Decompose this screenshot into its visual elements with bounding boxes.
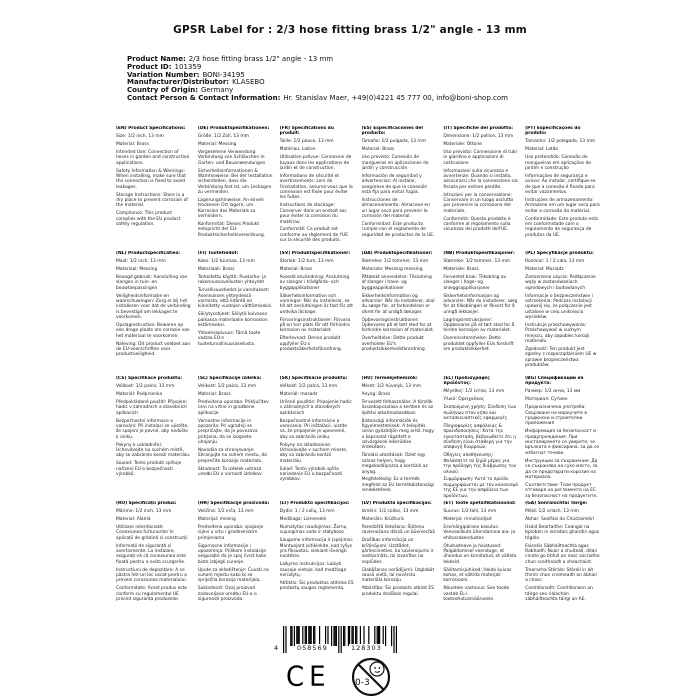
spec-line: Predvidena uporaba: Priključitev cevi na vrtne in gradbene aplikacije bbox=[197, 399, 269, 416]
age-warning-label: 0-3 bbox=[354, 678, 370, 688]
spec-line: Bezpečnostné informácie a varovania: Pri inštalácii, uistite sa, že pripojenie je upevnené, aby sa zabránilo úniku. bbox=[279, 418, 348, 440]
spec-line: Atitiktis: Šis produktas atitinka ES produktų saugos reglamentą. bbox=[279, 580, 354, 592]
spec-line: Skladnost: Ta izdelek ustreza uredbi EU o varnosti izdelkov. bbox=[197, 466, 263, 478]
spec-line: Opbevaringsinstruktioner: Opbevares på et tørt sted for at forhindre korrosion af materialet. bbox=[361, 317, 435, 334]
spec-line: Säilitamisjuhised: Hoida kuivas kohas, et vältida materjali korrosiooni. bbox=[443, 567, 512, 584]
spec-block-title: (NL) Productspecificaties: bbox=[116, 251, 180, 256]
spec-line: Instrucciones de almacenamiento: Almacene en un lugar seco para prevenir la corrosión del material. bbox=[361, 198, 430, 220]
spec-line: Naleving: Dit product voldoet aan de EU-voorschriften voor productveiligheid. bbox=[116, 341, 191, 358]
spec-block-body bbox=[198, 134, 273, 238]
spec-block-body bbox=[362, 139, 437, 238]
spec-line: Opslaginstructies: Bewaren op een droge plaats om corrosie van het materiaal te voorkomen. bbox=[116, 323, 190, 339]
spec-line: Material: Brass bbox=[116, 141, 149, 147]
spec-line: Материал: Сутиен bbox=[525, 397, 568, 403]
spec-line: Turvallisuustiedot ja varoitukset: Asennuksen yhteydessä varmista, että liitäntä on kiinnitetty vuotojen välttämiseksi. bbox=[197, 288, 273, 310]
spec-line: Materjal: rinnahoidjad bbox=[443, 516, 492, 522]
spec-block-title: (CS) Specifikace produktu: bbox=[116, 376, 183, 381]
spec-block-body bbox=[116, 509, 191, 603]
spec-line: Maat: 1/2 inch, 13 mm bbox=[116, 258, 166, 264]
spec-line: Bezpečnostní informace a varování: Při instalaci se ujistěte, že spojení je pevné, aby nedošlo k úniku. bbox=[116, 418, 189, 440]
spec-block-body bbox=[116, 134, 191, 228]
spec-block bbox=[198, 251, 275, 376]
spec-block-body bbox=[362, 509, 437, 597]
spec-block-title: (FI) Tuotetiedot: bbox=[197, 251, 239, 256]
spec-line: Material: Brass bbox=[361, 147, 395, 153]
spec-line: Material: Latão bbox=[525, 147, 559, 153]
spec-line: Material: Alamă bbox=[116, 516, 151, 522]
spec-line: Avsedd användning: Anslutning av slangar i trädgårds- och byggapplikationer bbox=[279, 274, 350, 291]
spec-line: Tamaño: 1/2 pulgada, 13 mm bbox=[361, 139, 426, 145]
spec-block-body bbox=[443, 259, 518, 353]
spec-block-title: (HU) Termékjellemzők: bbox=[361, 376, 418, 381]
spec-line: Intended Use: Connection of hoses in garden and construction applications. bbox=[116, 149, 190, 166]
spec-block-title: (BG) Спецификации на продукта: bbox=[525, 376, 584, 387]
spec-block-title: (NB) Produktspesifikasjoner: bbox=[443, 251, 515, 256]
spec-line: Veiligheidsinformatie en waarschuwingen: Zorg er bij het installeren voor dat de verbinding is bevestigd om lekkages te voorkomen. bbox=[116, 293, 191, 321]
spec-block bbox=[116, 126, 193, 251]
spec-line: Izmērs: 1/2 collas, 13 mm bbox=[361, 508, 419, 514]
spec-line: Sikkerhedsinformation og advarsler: Når du installerer, skal du sørge for, at forbindelsen er sikret for at undgå lækager. bbox=[361, 293, 435, 315]
spec-line: Nõuetele vastavus: See toode vastab EL-i tooteohutusmäärusele. bbox=[443, 586, 510, 603]
spec-line: Material: Brass bbox=[197, 391, 231, 397]
spec-line: Zamierzone użycie: Podłączenie węży w zastosowaniach ogrodowych i budowlanych bbox=[525, 274, 596, 291]
barcode-group1: 058569 bbox=[297, 644, 328, 652]
product-info-value: Germany bbox=[201, 86, 234, 95]
spec-line: Größe: 1/2 Zoll, 13 mm bbox=[197, 133, 249, 139]
spec-block-title: (GA) Sonraíochtaí Táirge: bbox=[525, 501, 588, 506]
spec-line: Suurus: 1/2 tolli, 13 mm bbox=[443, 508, 497, 514]
spec-line: Съответствие: Този продукт отговаря на регламента на ЕС за безопасност на продуктите. bbox=[525, 482, 598, 499]
spec-block-body bbox=[525, 509, 600, 603]
product-info-label: Manufacturer/Distributor: bbox=[127, 78, 230, 87]
spec-block bbox=[362, 376, 439, 501]
spec-block-body bbox=[116, 259, 191, 358]
spec-line: Sukladnost: Ovaj proizvod zadovoljava uredbu EU-a o sigurnosti proizvoda. bbox=[197, 586, 257, 603]
spec-line: Materiaal: Messing bbox=[116, 266, 158, 272]
spec-block-title: (RO) Specificații produs: bbox=[116, 501, 177, 506]
spec-block-body bbox=[443, 134, 518, 233]
spec-block bbox=[525, 501, 602, 626]
spec-line: Tamanho: 1/2 polegada, 13 mm bbox=[525, 139, 596, 145]
spec-line: Информация за безопасност и предупреждения: При инсталирането се уверете, че връзката е фиксирана, за да се избегнат течове. bbox=[525, 429, 600, 456]
spec-line: Paredzētā lietošana: Šļūteņu savienošana dārzā un būvniecībā bbox=[361, 524, 435, 536]
spec-block-body bbox=[362, 259, 437, 353]
spec-block-title: (DE) Produktspezifikationen: bbox=[197, 126, 270, 131]
spec-line: Upute za skladištenje: Čuvati na suhom mjestu kako bi se spriječila korozija materijala. bbox=[197, 567, 269, 584]
spec-line: Informations de sécurité et avertissements: Lors de l'installation, assurez-vous que la connexion est fixée pour éviter les fuites. bbox=[279, 173, 353, 201]
spec-line: Úsáid Beartaithe: Ceangal na bpíobán in iarratais ghairdín agus tógála bbox=[525, 524, 600, 541]
spec-block-title: (EN) Product Specifications: bbox=[116, 126, 186, 131]
spec-line: Size: 1/2 inch, 13 mm bbox=[116, 133, 164, 139]
spec-line: Materiál: Podprsenka bbox=[116, 391, 163, 397]
spec-line: Numatytas naudojimas: Žarnų sujungimas sode ir statybose bbox=[279, 524, 347, 536]
spec-line: Размер: 1/2 инча, 13 мм bbox=[525, 389, 581, 395]
spec-line: Säkerhetsinformation och varningar: När du installerar, se till att anslutningen är fast för att undvika läckage. bbox=[279, 293, 353, 315]
spec-block-title: (IT) Specifiche del prodotto: bbox=[443, 126, 513, 131]
spec-line: Taille: 1/2 pouce, 13 mm bbox=[279, 139, 334, 145]
spec-line: Veľkosť: 1/2 palca, 13 mm bbox=[279, 383, 338, 389]
product-info-label: Variation Number: bbox=[127, 70, 200, 79]
spec-line: Предназначена употреба: Свързване на маркучите в градински и строителни приложения bbox=[525, 405, 587, 427]
spec-block-body bbox=[443, 509, 518, 603]
product-info-value: BONI-34195 bbox=[202, 70, 245, 79]
spec-line: Pokyny na skladovanie: Uchovávajte v suchom mieste, aby sa zabránilo korózii materiálu. bbox=[279, 442, 348, 464]
spec-block bbox=[198, 501, 275, 626]
spec-line: Materiale: Ottone bbox=[443, 141, 482, 147]
spec-block bbox=[198, 126, 275, 251]
spec-line: Instructions de stockage: Conserver dans un endroit sec pour éviter la corrosion du matériau. bbox=[279, 203, 347, 225]
spec-line: Conformitate: Acest produs este conform cu regulamentul UE privind siguranța produselor. bbox=[116, 586, 187, 603]
product-info-label: Product ID: bbox=[127, 62, 172, 71]
spec-line: Informacje o bezpieczeństwie i ostrzeżenia: Podczas instalacji upewnij się, że połączenie jest ustalone w celu uniknięcia wycieków. bbox=[525, 293, 593, 321]
spec-line: Megfelelőség: Ez a termék megfelel az EU termékbiztonsági rendeletének. bbox=[361, 477, 434, 494]
spec-line: Určené použitie: Pripojenie hadíc v záhradných a stavebných aplikáciách bbox=[279, 399, 352, 416]
spec-line: Υλικό: Ορείχαλκος bbox=[443, 397, 485, 403]
product-info-label: Product Name: bbox=[127, 55, 186, 63]
age-warning-icon bbox=[349, 655, 393, 699]
spec-line: Laikymo instrukcijos: Laikyti sausoje vietoje, kad medžiaga nerūdytų. bbox=[279, 562, 347, 578]
spec-block bbox=[525, 251, 602, 376]
spec-line: Lagerungshinweise: An einem trockenen Ort lagern, um Korrosion des Materials zu verhindern. bbox=[197, 198, 264, 220]
spec-line: Uso previsto: Connessione di tubi in giardino e applicazioni di costruzione bbox=[443, 149, 517, 166]
spec-line: Materiał: Mosiądz bbox=[525, 266, 564, 272]
spec-line: Инструкции за съхранение: Да се съхранява на сухо място, за да се предотврати корозия на материала. bbox=[525, 458, 598, 480]
spec-line: Veličina: 1/2 inča, 13 mm bbox=[197, 508, 254, 514]
spec-block-title: (EL) Προδιαγραφές προϊόντος: bbox=[443, 376, 490, 387]
spec-block-title: (SV) Produktspecifikationer: bbox=[279, 251, 351, 256]
spec-line: Beoogd gebruik: Aansluiting van slangen in tuin- en bouwtoepassingen bbox=[116, 274, 188, 291]
language-spec-grid bbox=[116, 126, 602, 626]
compliance-marks bbox=[286, 655, 393, 699]
spec-block-body bbox=[525, 389, 600, 499]
spec-line: Förvaringsinstruktioner: Förvara på en torr plats för att förhindra korrosion av materialet. bbox=[279, 317, 351, 334]
spec-line: Πληροφορίες ασφάλειας & προειδοποιήσεις: Κατά την εγκατάσταση, βεβαιωθείτε ότι η σύνδεση είναι σταθερή για την αποφυγή διαρροών. bbox=[443, 423, 516, 451]
spec-line: Saugumo informacija ir įspėjimai: Montuojant įsitikinkite, kad ryšys yra fiksuotas, siekiant išvengti nuotėkio. bbox=[279, 538, 354, 560]
spec-block bbox=[280, 251, 357, 376]
spec-block bbox=[116, 501, 193, 626]
spec-block bbox=[443, 251, 520, 376]
spec-line: Ohutusteave ja hoiatused: Paigaldamisel veenduge, et ühendus on kinnitatud, et vältida lekkeid. bbox=[443, 543, 517, 565]
spec-line: Koko: 1/2 tuumaa, 13 mm bbox=[197, 258, 255, 264]
spec-line: Instrucțiuni de depozitare: A se păstra într-un loc uscat pentru a preveni coroziunea materialului. bbox=[116, 567, 187, 584]
spec-line: Materiale: Brass bbox=[443, 266, 479, 272]
spec-line: Materiāls: Krūšturis bbox=[361, 516, 405, 522]
spec-line: Informazioni sulla sicurezza e avvertenze: Quando si installa, assicurarsi che la connessione sia fissata per evitare perdite. bbox=[443, 168, 518, 190]
spec-line: Zgodność: Ten produkt jest zgodny z rozporządzeniem UE w sprawie bezpieczeństwa produktów. bbox=[525, 347, 597, 369]
spec-line: Istruzioni per la conservazione: Conservare in un luogo asciutto per prevenire la corrosione del materiale. bbox=[443, 192, 514, 214]
spec-line: Informações de segurança e avisos: Ao instalar, certifique-se de que a conexão é fixada para evitar vazamentos. bbox=[525, 173, 596, 196]
spec-line: Glabāšanas norādījumi: Uzglabāt sausā vietā, lai novērstu materiāla koroziju. bbox=[361, 567, 435, 584]
spec-block bbox=[525, 126, 602, 251]
spec-line: Velikost: 1/2 palce, 13 mm bbox=[116, 383, 175, 389]
product-info-value: Hr. Stanislav Maer, +49(0)4221 45 777 00, info@boni-shop.com bbox=[283, 93, 508, 102]
spec-line: Sicherheitsinformationen & Warnhinweise: Bei der Installation sicherstellen, dass die Verbindung fest ist, um Leckagen zu vermeiden. bbox=[197, 168, 273, 196]
spec-block-title: (PL) Specyfikacje produktu: bbox=[525, 251, 594, 256]
spec-block-title: (SK) Špecifikácie produktu: bbox=[279, 376, 348, 381]
spec-line: Utilisation prévue: Connexion de tuyaux dans les applications de jardin et de construction. bbox=[279, 155, 352, 171]
spec-line: Størrelse: 1/2 tommer, 13 mm bbox=[443, 258, 511, 264]
spec-block-title: (HR) Specifikacije proizvoda: bbox=[197, 501, 270, 506]
spec-block-body bbox=[198, 259, 273, 347]
barcode-group2: 128303 bbox=[351, 644, 382, 652]
spec-line: Faisnéis Sábháilteachta agus Rabhadh: Nuair a shuiteáil, déan cinnte go bhfuil an nasc socraithe chun sceitheadh a sheachaint. bbox=[525, 543, 600, 565]
spec-line: Eesmärgipärane kasutus: Veevoolikute ühendamine aia- ja ehitusrakendustes bbox=[443, 524, 516, 541]
spec-line: Dimensione: 1/2 pollice, 13 mm bbox=[443, 133, 514, 139]
product-info-value: KLASEBO bbox=[232, 78, 265, 87]
spec-line: Anyag: Brass bbox=[361, 391, 391, 397]
spec-line: Ábhar: Seolfáis do Chústaiméirí bbox=[525, 516, 595, 522]
spec-line: Súlad: Tento výrobok spĺňa nariadenie EÚ o bezpečnosti výrobkov. bbox=[279, 466, 343, 483]
spec-block-title: (SL) Specifikacije izdelka: bbox=[197, 376, 262, 381]
spec-line: Forventet bruk: Tilkobling av slanger i hage- og anleggsapplikasjoner bbox=[443, 274, 507, 291]
page-title: GPSR Label for : 2/3 hose fitting brass 1/2" angle - 13 mm bbox=[173, 24, 527, 36]
spec-block-body bbox=[362, 384, 437, 494]
spec-line: Οδηγίες αποθήκευσης: Φυλάσσετε σε ξηρό μέρος για την πρόληψη της διάβρωσης του υλικού. bbox=[443, 453, 517, 475]
spec-line: Uso previsto: Conexión de mangueras en aplicaciones de jardín y construcción bbox=[361, 155, 429, 171]
spec-block-title: (ES) Especificaciones del producto: bbox=[361, 126, 423, 137]
spec-line: Tarkoitettu käyttö: Puutarha- ja rakennussovellusten yhteydet bbox=[197, 274, 267, 286]
spec-line: Materijal: mesing bbox=[197, 516, 236, 522]
spec-line: Lagringsinstruksjoner: Oppbevares på et tørt sted for å hindre korrosjon av materialet. bbox=[443, 317, 515, 334]
spec-line: Predviđena uporaba: spajanje cijevi u vrtu i građevinskim primjenama bbox=[197, 524, 264, 541]
spec-line: Instrukcje przechowywania: Przechowywać w suchym miejscu, aby zapobiec korozji materiału. bbox=[525, 323, 590, 345]
spec-block-title: (FR) Spécifications du produit: bbox=[279, 126, 334, 137]
spec-line: Material: Messing bbox=[197, 141, 237, 147]
spec-line: Safety Information & Warnings: When installing, make sure that the connection is fixed to avoid leakages. bbox=[116, 168, 186, 190]
spec-block bbox=[116, 251, 193, 376]
spec-block-body bbox=[280, 259, 355, 353]
spec-line: Conformidade: Este produto está em conformidade com o regulamento de segurança de produtos da UE. bbox=[525, 216, 598, 238]
spec-line: Předpokládané použití: Připojení hadic v zahradních a stavebních aplikacích bbox=[116, 399, 188, 416]
spec-block bbox=[280, 501, 357, 626]
spec-line: Biztonsági információk és figyelmeztetések: A telepítés során győződjön meg arról, hogy a kapcsolat rögzített a szivárgások elkerülése érdekében. bbox=[361, 418, 434, 451]
spec-block-body bbox=[280, 139, 355, 243]
spec-line: Conformité: Ce produit est conforme au règlement de l'UE sur la sécurité des produits. bbox=[279, 227, 349, 244]
spec-line: Yhteensopivuus: Tämä tuote vastaa EU:n tuoteturvallisuusasetusta. bbox=[197, 330, 261, 347]
barcode bbox=[274, 626, 414, 658]
spec-line: Μέγεθος: 1/2 ίντσα, 13 mm bbox=[443, 389, 505, 395]
spec-line: Materiale: Messing messing bbox=[361, 266, 423, 272]
spec-line: Utilizare intenționată: Conexiunea furtunurilor în aplicații de grădină și construcții bbox=[116, 524, 188, 541]
spec-block bbox=[443, 126, 520, 251]
spec-line: Storlek: 1/2 tum, 13 mm bbox=[279, 258, 334, 264]
product-info bbox=[127, 56, 508, 103]
spec-line: Størrelse: 1/2 tommer, 13 mm bbox=[361, 258, 429, 264]
product-info-label: Contact Person & Contact Information: bbox=[127, 93, 281, 102]
spec-line: Atbilstība: Šis produkts atbilst ES produktu drošības regulai. bbox=[361, 586, 434, 597]
spec-line: Instruções de armazenamento: Armazene em um lugar seco para evitar a corrosão do material. bbox=[525, 198, 600, 214]
ce-mark-icon: CE bbox=[286, 661, 331, 693]
spec-block bbox=[198, 376, 275, 501]
spec-line: Σκοπούμενη χρήση: Σύνδεση των σωλήνων στον κήπο και κατασκευαστικές εφαρμογές bbox=[443, 405, 517, 421]
spec-line: Overholdelse: Dette produkt overholder EU's produktsikkerhedsforordning. bbox=[361, 336, 427, 353]
spec-line: Informații de siguranță și avertismente: La instalare, asigurați-vă că conexiunea este fixată pentru a evita scurgerile. bbox=[116, 543, 186, 565]
spec-block-body bbox=[525, 139, 600, 238]
spec-block-body bbox=[443, 389, 518, 499]
product-info-value: 101359 bbox=[174, 62, 202, 71]
spec-line: Vorgesehene Verwendung: Verbindung von Schläuchen in Garten- und Bauanwendungen bbox=[197, 149, 266, 166]
spec-line: Materiaali: Brass bbox=[197, 266, 235, 272]
spec-block bbox=[280, 126, 357, 251]
spec-block-body bbox=[525, 259, 600, 369]
spec-line: Material: Brass bbox=[279, 266, 313, 272]
spec-line: Materiál: mosadz bbox=[279, 391, 318, 397]
spec-line: Dydis: 1 / 2 colių, 13 mm bbox=[279, 508, 335, 514]
spec-block-body bbox=[198, 384, 273, 478]
spec-block-body bbox=[116, 384, 191, 478]
spec-line: Tervezett felhasználás: A tömlők összekapcsolása a kertben és az építési alkalmazásokban bbox=[361, 399, 434, 416]
spec-line: Información de seguridad y advertencias: Al instalar, asegúrese de que la conexión está fija para evitar fugas. bbox=[361, 173, 428, 196]
spec-line: Navodila za shranjevanje: Shranjujte na suhem mestu, da preprečite korozijo materiala. bbox=[197, 448, 267, 464]
spec-line: Medžiaga: Liemenėlė bbox=[279, 516, 327, 522]
spec-block-title: (DA) Produktspecifikationer: bbox=[361, 251, 433, 256]
spec-line: Συμμόρφωση: Αυτό το προϊόν συμμορφώνεται με τον κανονισμό της ΕΕ για την ασφάλεια των προϊόντων. bbox=[443, 477, 519, 499]
spec-line: Compliance: This product complies with the EU product safety regulation. bbox=[116, 211, 181, 228]
spec-block bbox=[443, 376, 520, 501]
spec-block-title: (ET) Toote spetsifikatsioonid: bbox=[443, 501, 516, 506]
spec-line: Treoracha Stórála: Stóráil in áit thirim chun creimeadh an ábhair a chosc. bbox=[525, 567, 598, 584]
spec-line: Overensstemmelse: Dette produktet oppfyller EUs forskrift om produktsikkerhet. bbox=[443, 336, 514, 353]
spec-line: Matériau: Laiton bbox=[279, 147, 316, 153]
spec-line: Uso pretendido: Conexão de mangueiras em aplicações de jardim e construção bbox=[525, 155, 591, 171]
barcode-left-digit: 4 bbox=[274, 644, 279, 652]
spec-line: Säilytysohjeet: Säilytä kuivassa paikassa materiaalin korroosion estämiseksi. bbox=[197, 312, 268, 328]
spec-line: Sikkerhetsinformasjon og advarsler: Når du installerer, sørg for at tilkoblingen er fiksert for å unngå lekkasjer. bbox=[443, 293, 518, 315]
product-info-label: Country of Origin: bbox=[127, 86, 198, 95]
spec-line: Conformità: Questo prodotto è conforme al regolamento sulla sicurezza dei prodotti dell'UE. bbox=[443, 216, 511, 233]
spec-line: Méret: 1/2 hüvelyk, 13 mm bbox=[361, 383, 422, 389]
spec-block bbox=[362, 251, 439, 376]
spec-line: Drošības informācija un brīdinājumi: Uzstādot, pārliecinieties, ka savienojums ir nostiprināts, lai izvairītos no noplūdes. bbox=[361, 538, 434, 565]
spec-line: Rozmiar: 1 / 2 cala, 13 mm bbox=[525, 258, 585, 264]
spec-block-title: (LT) Produkto specifikacijos: bbox=[279, 501, 350, 506]
spec-block bbox=[362, 126, 439, 251]
spec-line: Pokyny k uskladnění: Uchovávejte na suchém místě, aby se zabránilo korozi materiálu. bbox=[116, 442, 191, 459]
spec-line: Sigurnosne informacije i upozorenja: Prilikom instalacije osigurajte da je spoj čvrst kako biste izbjegli curenje. bbox=[197, 543, 267, 565]
spec-line: Mărime: 1/2 inch, 13 mm bbox=[116, 508, 172, 514]
spec-block-body bbox=[280, 384, 355, 483]
spec-block bbox=[362, 501, 439, 626]
spec-line: Varnostne informacije in opozorila: Pri vgradnji se prepričajte, da je povezava pritrjena, da se izognete uhajanju. bbox=[197, 418, 258, 446]
spec-line: Storage Instructions: Store in a dry place to prevent corrosion of the material. bbox=[116, 192, 188, 209]
product-info-value: 2/3 hose fitting brass 1/2" angle - 13 mm bbox=[188, 55, 334, 63]
spec-line: Tárolási utasítások: Üzlet egy száraz helyen, hogy megakadályozza a korrózió az anyag. bbox=[361, 453, 428, 475]
spec-line: Efterlevnad: Denna produkt uppfyller EU:s produktsäkerhetsförordning. bbox=[279, 336, 343, 353]
spec-block bbox=[116, 376, 193, 501]
spec-line: Velikost: 1/2 palca, 13 mm bbox=[197, 383, 257, 389]
spec-line: Konformität: Dieses Produkt entspricht der EU-Produktsicherheitsverordnung. bbox=[197, 222, 266, 238]
spec-block bbox=[525, 376, 602, 501]
spec-block-body bbox=[280, 509, 355, 592]
product-info-row bbox=[127, 95, 508, 103]
spec-line: Påtænkt anvendelse: Tilslutning af slanger i have- og byggeapplikationer bbox=[361, 274, 432, 291]
spec-block bbox=[443, 501, 520, 626]
spec-block-title: (PT) Especificações do produto: bbox=[525, 126, 581, 137]
spec-block bbox=[280, 376, 357, 501]
spec-block-body bbox=[198, 509, 273, 603]
spec-line: Méid: 1/2 orlach, 13 mm bbox=[525, 508, 579, 514]
spec-line: Comhlíonadh: Comhlíonann an táirge seo rialachán sábháilteachta táirgí an AE. bbox=[525, 586, 593, 603]
spec-block-title: (LV) Produkta specifikācijas: bbox=[361, 501, 432, 506]
spec-line: Conformidad: Este producto cumple con el reglamento de seguridad de productos de la UE. bbox=[361, 222, 435, 238]
spec-line: Soulad: Tento produkt splňuje nařízení EU o bezpečnosti výrobků. bbox=[116, 461, 182, 478]
